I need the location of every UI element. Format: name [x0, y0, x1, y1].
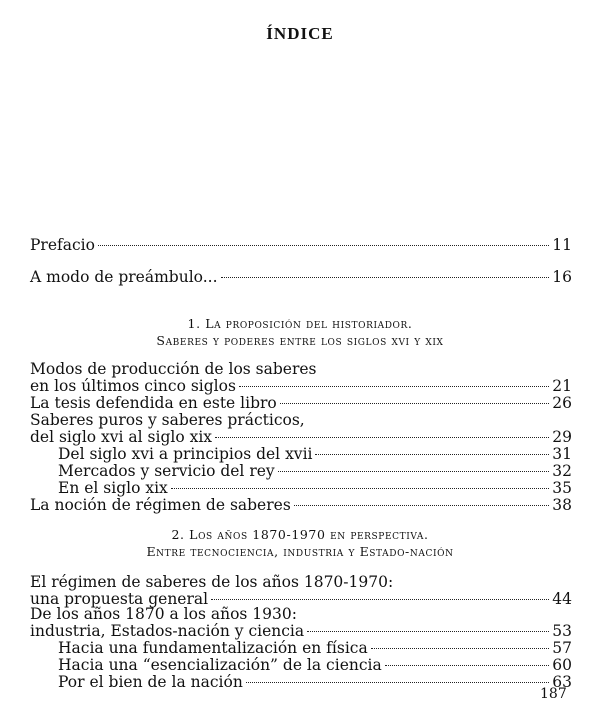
page-number: 187 — [540, 686, 567, 702]
toc-subentry[interactable] — [58, 445, 572, 463]
toc-entry-label: Hacia una fundamentalización en física — [58, 639, 368, 657]
toc-entry-page: 32 — [552, 462, 572, 480]
toc-entry-label: Del siglo xvi a principios del xvii — [58, 445, 313, 463]
toc-leader-dots — [278, 471, 550, 472]
toc-entry-preambulo[interactable] — [30, 268, 572, 286]
toc-entry-page: 29 — [552, 428, 572, 446]
toc-entry-page: 57 — [552, 639, 572, 657]
toc-leader-dots — [246, 682, 549, 683]
toc-leader-dots — [239, 386, 549, 387]
toc-entry-label: industria, Estados-nación y ciencia — [30, 622, 305, 640]
toc-entry[interactable] — [30, 428, 572, 446]
toc-entry[interactable] — [30, 394, 572, 412]
toc-entry-prefacio[interactable] — [30, 236, 572, 254]
toc-leader-dots — [307, 631, 549, 632]
toc-entry-label: una propuesta general — [30, 590, 209, 608]
toc-entry-label: En el siglo xix — [58, 479, 168, 497]
page-title: ÍNDICE — [266, 24, 334, 43]
toc-subentry[interactable] — [58, 462, 572, 480]
toc-entry-page: 53 — [552, 622, 572, 640]
toc-entry[interactable] — [30, 622, 572, 640]
toc-leader-dots — [171, 488, 549, 489]
toc-leader-dots — [385, 665, 550, 666]
section-2-subheading: Entre tecnociencia, industria y Estado-nación — [146, 544, 454, 559]
toc-leader-dots — [294, 505, 549, 506]
toc-subentry[interactable] — [58, 673, 572, 691]
section-1-subheading: Saberes y poderes entre los siglos xvi y xix — [156, 333, 444, 348]
toc-entry-label: A modo de preámbulo... — [30, 268, 218, 286]
toc-entry-page: 60 — [552, 656, 572, 674]
toc-subentry[interactable] — [58, 639, 572, 657]
toc-entry-label: Mercados y servicio del rey — [58, 462, 275, 480]
toc-entry-label: Prefacio — [30, 236, 95, 254]
toc-entry-label: La tesis defendida en este libro — [30, 394, 277, 412]
toc-entry[interactable] — [30, 496, 572, 514]
toc-entry[interactable] — [30, 377, 572, 395]
toc-entry-label: en los últimos cinco siglos — [30, 377, 236, 395]
toc-entry-label-line: De los años 1870 a los años 1930: — [30, 605, 297, 623]
section-2-heading: 2. Los años 1870-1970 en perspectiva. — [171, 527, 429, 542]
toc-entry-page: 31 — [552, 445, 572, 463]
toc-entry-label-line: Saberes puros y saberes prácticos, — [30, 411, 305, 429]
toc-entry-label: Hacia una “esencialización” de la ciencia — [58, 656, 382, 674]
toc-leader-dots — [280, 403, 550, 404]
toc-entry-page: 44 — [552, 590, 572, 608]
toc-entry-label-line: El régimen de saberes de los años 1870-1970: — [30, 573, 394, 591]
toc-entry-page: 35 — [552, 479, 572, 497]
toc-entry-page: 21 — [552, 377, 572, 395]
toc-entry-page: 38 — [552, 496, 572, 514]
toc-entry-label: Por el bien de la nación — [58, 673, 243, 691]
toc-leader-dots — [371, 648, 550, 649]
toc-entry-page: 63 — [552, 673, 572, 691]
toc-entry-page: 26 — [552, 394, 572, 412]
toc-leader-dots — [315, 454, 549, 455]
toc-leader-dots — [98, 245, 549, 246]
toc-leader-dots — [211, 599, 549, 600]
toc-subentry[interactable] — [58, 656, 572, 674]
toc-leader-dots — [221, 277, 550, 278]
toc-leader-dots — [215, 437, 549, 438]
toc-entry-label: del siglo xvi al siglo xix — [30, 428, 213, 446]
toc-entry-label: La noción de régimen de saberes — [30, 496, 291, 514]
toc-subentry[interactable] — [58, 479, 572, 497]
toc-entry-page: 16 — [552, 268, 572, 286]
section-1-heading: 1. La proposición del historiador. — [187, 316, 413, 331]
toc-entry-label-line: Modos de producción de los saberes — [30, 360, 317, 378]
toc-entry-page: 11 — [552, 236, 572, 254]
